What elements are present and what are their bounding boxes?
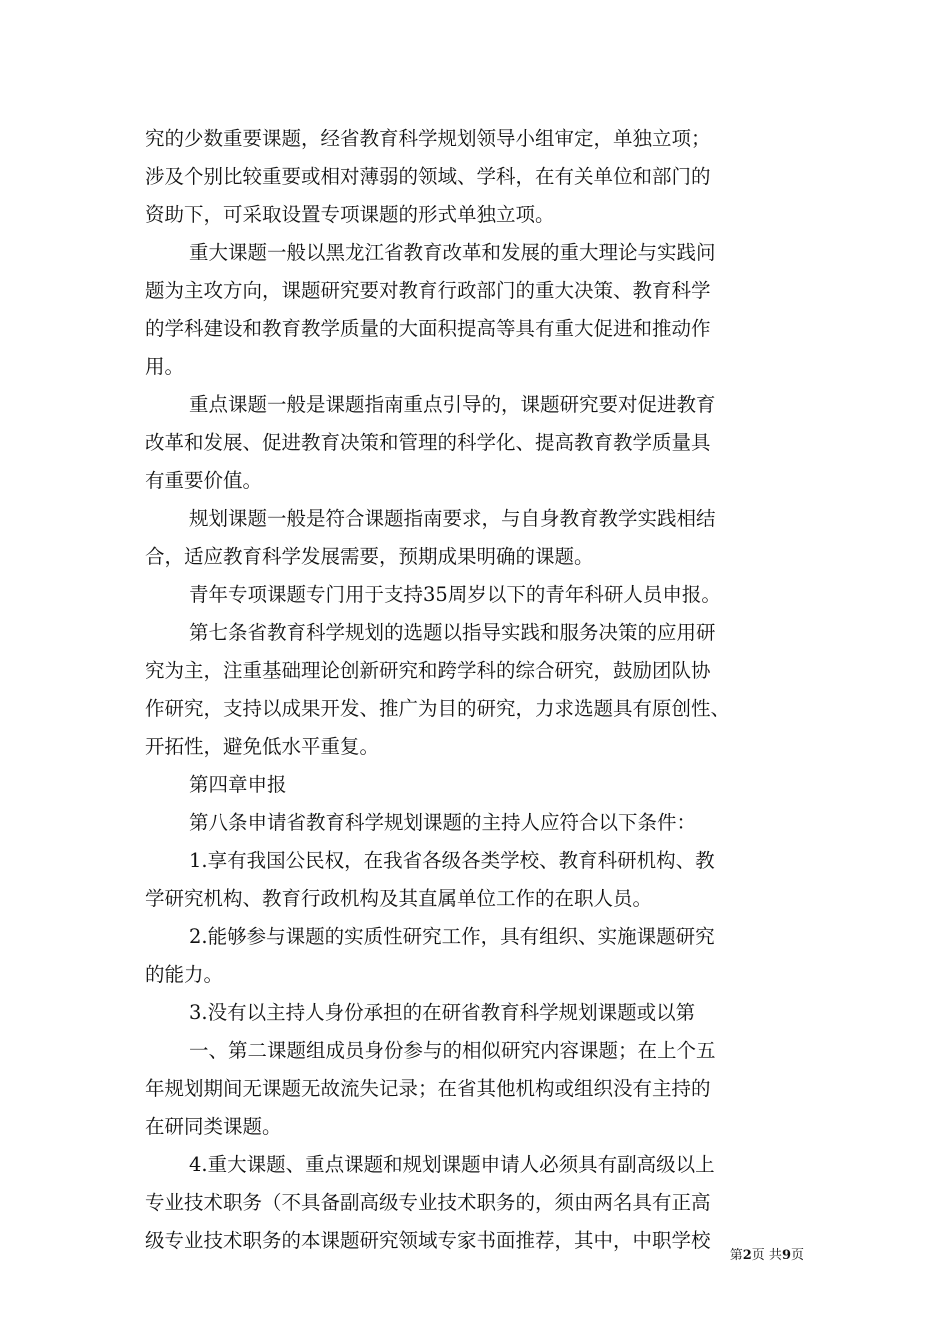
text-line: 重大课题一般以黑龙江省教育改革和发展的重大理论与实践问 (189, 241, 716, 264)
text-line: 青年专项课题专门用于支持35周岁以下的青年科研人员申报。 (189, 583, 721, 606)
document-body (145, 120, 805, 1260)
footer-middle: 页 共 (751, 1248, 782, 1263)
text-line: 第四章申报 (189, 773, 287, 796)
current-page-number: 2 (742, 1248, 752, 1263)
text-line: 用。 (145, 355, 185, 378)
footer-suffix: 页 (790, 1248, 804, 1263)
text-line: 究的少数重要课题，经省教育科学规划领导小组审定，单独立项； (145, 127, 711, 150)
text-line: 涉及个别比较重要或相对薄弱的领域、学科，在有关单位和部门的 (145, 165, 711, 188)
text-line: 一、第二课题组成员身份参与的相似研究内容课题；在上个五 (189, 1039, 716, 1062)
text-line: 的能力。 (145, 963, 224, 986)
text-line: 年规划期间无课题无故流失记录；在省其他机构或组织没有主持的 (145, 1077, 711, 1100)
text-line: 究为主，注重基础理论创新研究和跨学科的综合研究，鼓励团队协 (145, 659, 711, 682)
text-line: 的学科建设和教育教学质量的大面积提高等具有重大促进和推动作 (145, 317, 711, 340)
text-line: 重点课题一般是课题指南重点引导的，课题研究要对促进教育 (189, 393, 716, 416)
page-footer (730, 1247, 804, 1265)
total-page-number: 9 (781, 1248, 791, 1263)
text-line: 第八条申请省教育科学规划课题的主持人应符合以下条件： (189, 811, 697, 834)
footer-prefix: 第 (729, 1248, 743, 1263)
text-line: 专业技术职务（不具备副高级专业技术职务的，须由两名具有正高 (145, 1191, 711, 1214)
text-line: 有重要价值。 (145, 469, 263, 492)
text-line: 作研究，支持以成果开发、推广为目的研究，力求选题具有原创性、 (145, 697, 731, 720)
text-line: 学研究机构、教育行政机构及其直属单位工作的在职人员。 (145, 887, 653, 910)
text-line: 1.享有我国公民权，在我省各级各类学校、教育科研机构、教 (189, 849, 715, 872)
text-line: 资助下，可采取设置专项课题的形式单独立项。 (145, 203, 555, 226)
text-line: 4.重大课题、重点课题和规划课题申请人必须具有副高级以上 (189, 1153, 715, 1176)
text-line: 2.能够参与课题的实质性研究工作，具有组织、实施课题研究 (189, 925, 715, 948)
text-line: 题为主攻方向，课题研究要对教育行政部门的重大决策、教育科学 (145, 279, 711, 302)
text-line: 开拓性，避免低水平重复。 (145, 735, 380, 758)
text-line: 改革和发展、促进教育决策和管理的科学化、提高教育教学质量具 (145, 431, 711, 454)
text-line: 第七条省教育科学规划的选题以指导实践和服务决策的应用研 (189, 621, 716, 644)
text-line: 级专业技术职务的本课题研究领域专家书面推荐，其中，中职学校 (145, 1229, 711, 1252)
text-line: 规划课题一般是符合课题指南要求，与自身教育教学实践相结 (189, 507, 716, 530)
text-line: 3.没有以主持人身份承担的在研省教育科学规划课题或以第 (189, 1001, 696, 1024)
text-line: 在研同类课题。 (145, 1115, 282, 1138)
text-line: 合，适应教育科学发展需要，预期成果明确的课题。 (145, 545, 594, 568)
